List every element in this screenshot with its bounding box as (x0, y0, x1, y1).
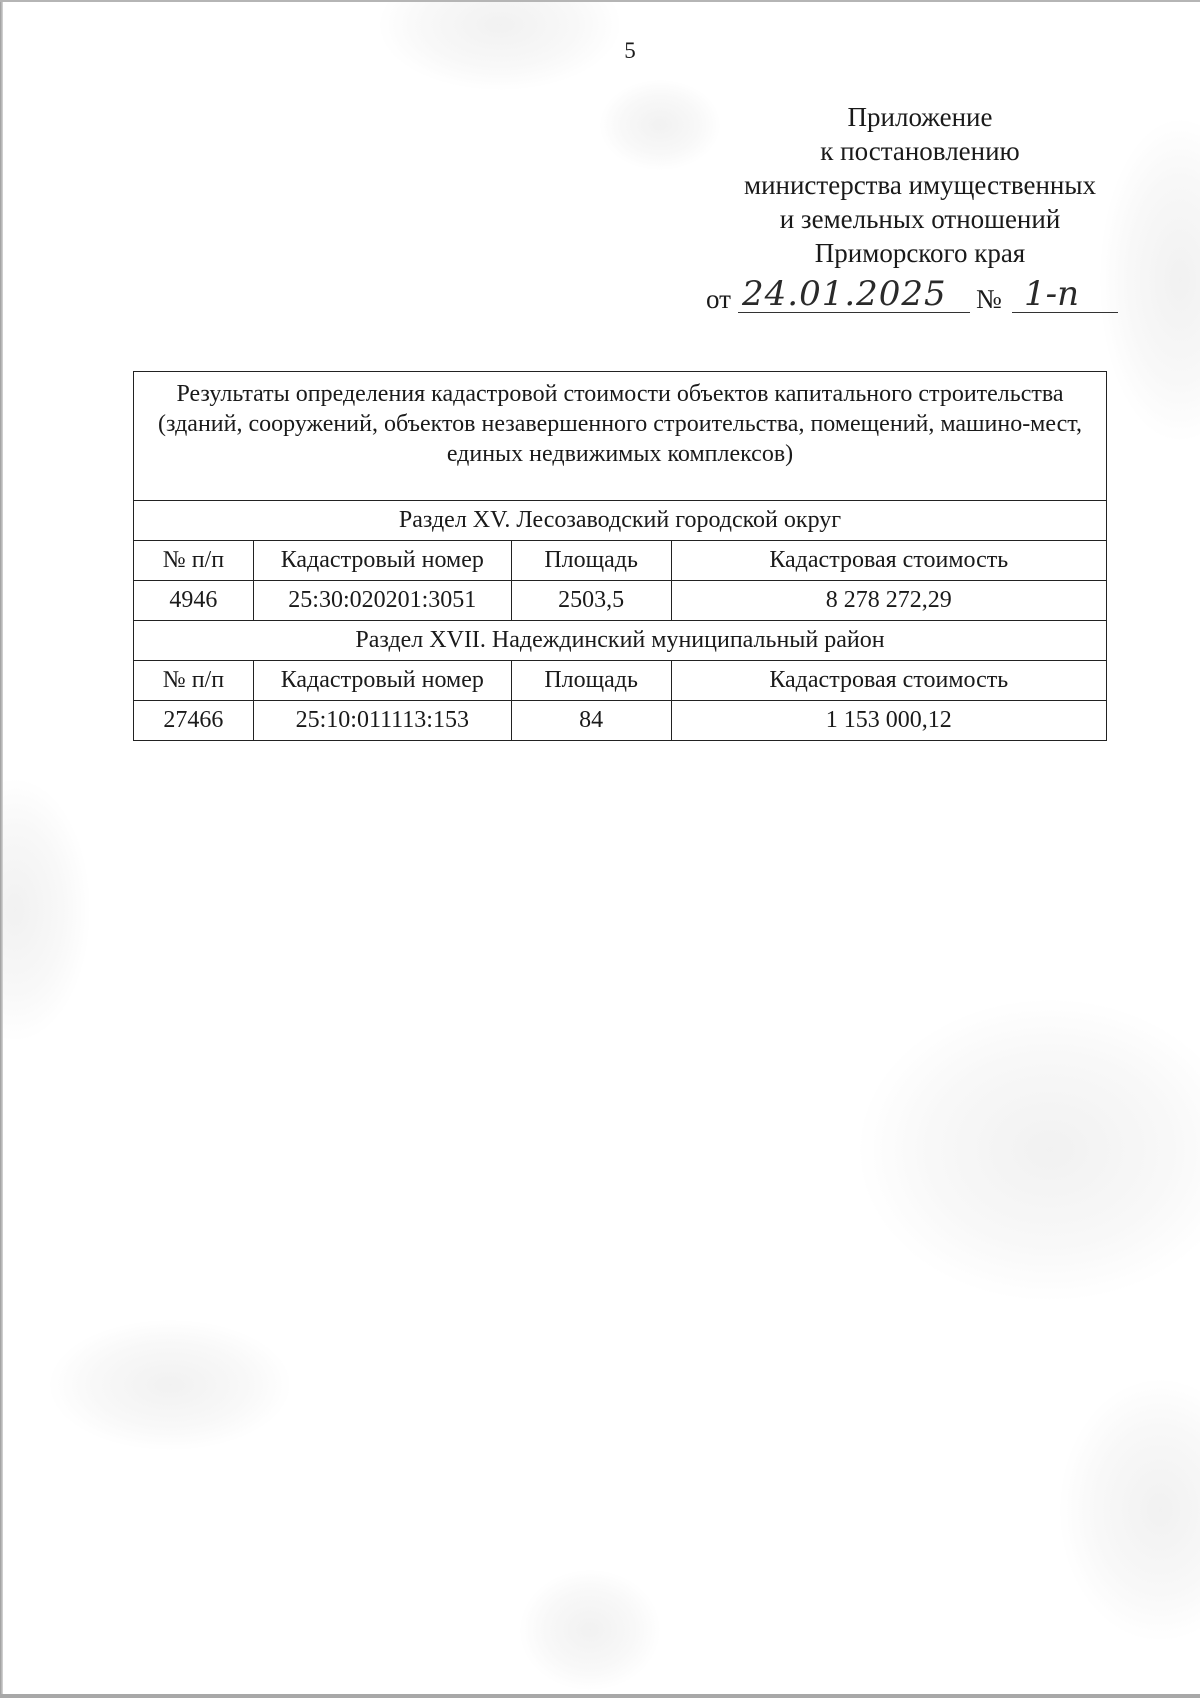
decree-date-number (704, 274, 1124, 318)
page-number: 5 (624, 38, 636, 63)
scan-noise (0, 780, 90, 1040)
cell-area: 84 (511, 701, 671, 741)
scan-noise (600, 80, 720, 170)
cell-cadastral-number: 25:10:011113:153 (253, 701, 511, 741)
cell-cadastral-number: 25:30:020201:3051 (253, 581, 511, 621)
column-header-cadastral-number: Кадастровый номер (253, 661, 511, 701)
cell-area: 2503,5 (511, 581, 671, 621)
column-header-cadastral-number: Кадастровый номер (253, 541, 511, 581)
table-title-line: Результаты определения кадастровой стоимости объектов капитального строительства (176, 381, 1064, 407)
column-header-row (134, 661, 1107, 701)
scan-edge-top (0, 0, 1200, 2)
scan-edge-bottom (0, 1694, 1200, 1698)
table-title-line: (зданий, сооружений, объектов незавершенного строительства, помещений, машино-мест, (158, 411, 1082, 437)
table-title-row (134, 372, 1107, 501)
section-row (134, 501, 1107, 541)
appendix-line: Приморского края (814, 238, 1026, 268)
table-title-line: единых недвижимых комплексов) (446, 441, 794, 467)
handwritten-number: 1-п (1024, 274, 1080, 314)
cell-num: 27466 (134, 701, 254, 741)
appendix-line: министерства имущественных (744, 170, 1096, 200)
column-header-value: Кадастровая стоимость (671, 541, 1106, 581)
scan-noise (860, 1000, 1200, 1300)
column-header-num: № п/п (134, 541, 254, 581)
column-header-area: Площадь (511, 541, 671, 581)
table-row (134, 701, 1107, 741)
section-title: Раздел XV. Лесозаводский городской округ (134, 501, 1107, 541)
appendix-header (720, 100, 1120, 270)
scan-edge-left (0, 0, 3, 1698)
column-header-num: № п/п (134, 661, 254, 701)
column-header-row (134, 541, 1107, 581)
appendix-line: Приложение (847, 102, 993, 132)
cell-value: 8 278 272,29 (671, 581, 1106, 621)
section-title: Раздел XVII. Надеждинский муниципальный район (134, 621, 1107, 661)
scan-noise (50, 1320, 290, 1450)
number-prefix: № (976, 284, 1002, 314)
section-row (134, 621, 1107, 661)
scan-noise (520, 1570, 660, 1690)
cell-num: 4946 (134, 581, 254, 621)
cadastral-results-table (133, 371, 1107, 741)
table-row (134, 581, 1107, 621)
handwritten-date: 24.01.2025 (742, 274, 947, 314)
column-header-value: Кадастровая стоимость (671, 661, 1106, 701)
date-prefix: от (706, 284, 731, 314)
appendix-line: и земельных отношений (779, 204, 1061, 234)
scan-noise (1060, 1380, 1200, 1640)
table-title (134, 372, 1107, 501)
column-header-area: Площадь (511, 661, 671, 701)
appendix-line: к постановлению (820, 136, 1020, 166)
cell-value: 1 153 000,12 (671, 701, 1106, 741)
